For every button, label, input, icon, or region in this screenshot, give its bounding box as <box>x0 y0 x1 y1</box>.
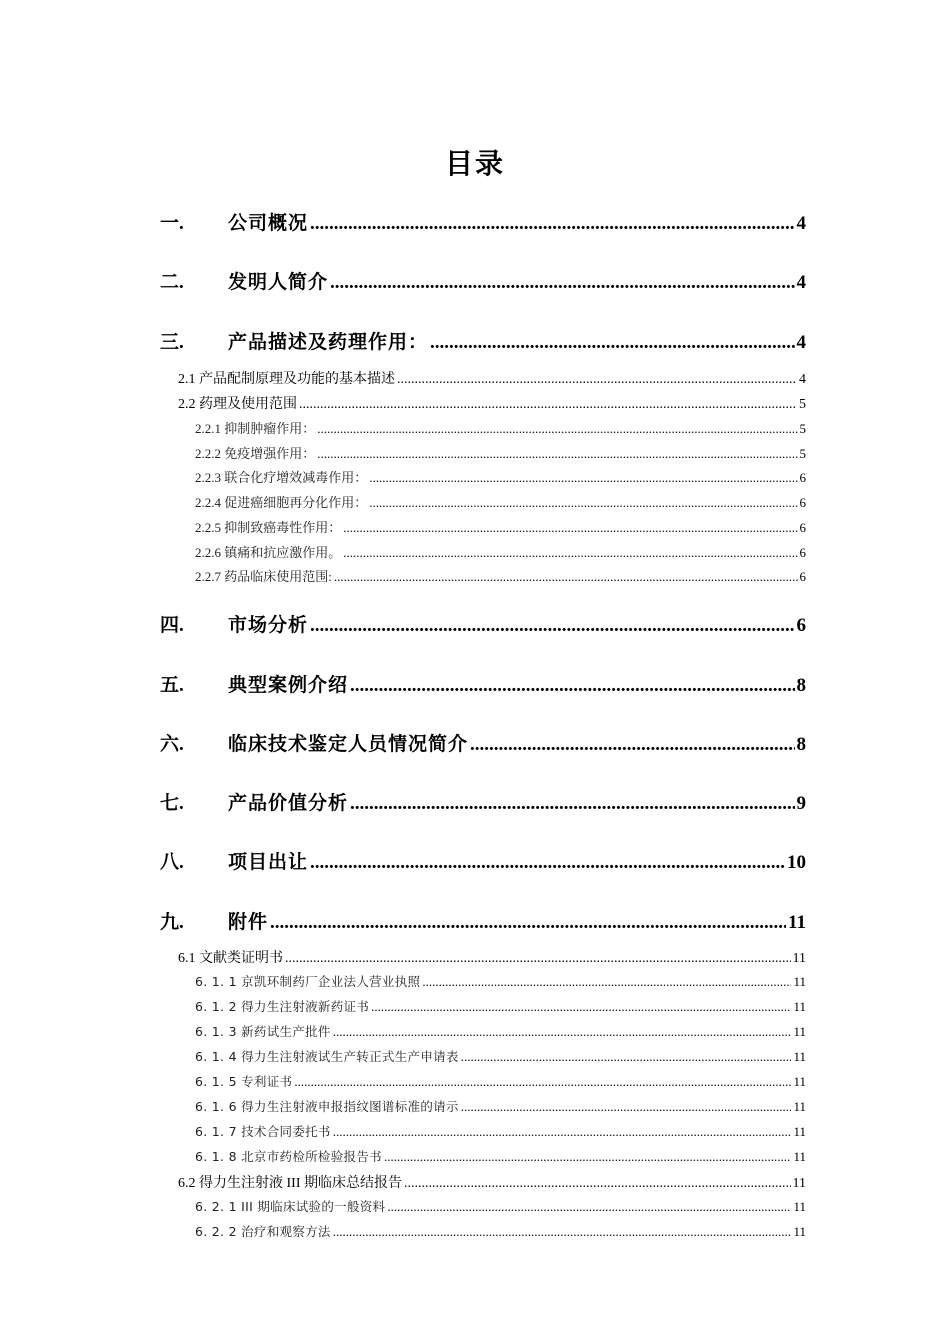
toc-entry-9[interactable] <box>160 907 806 934</box>
toc-page: 5 <box>799 397 806 412</box>
toc-number: 二. <box>160 272 184 293</box>
toc-leader <box>294 1074 791 1090</box>
toc-label: 项目出让 <box>228 852 309 873</box>
toc-entry-3[interactable] <box>160 327 806 354</box>
toc-label: 2.2.7 药品临床使用范围: <box>195 569 332 584</box>
toc-entry-2-2-6[interactable] <box>195 542 806 561</box>
toc-page: 4 <box>796 213 806 234</box>
toc-number: 八. <box>160 852 184 873</box>
toc-page: 11 <box>793 974 806 989</box>
toc-label: 产品描述及药理作用： <box>228 332 429 353</box>
toc-label: 6. 2. 2 治疗和观察方法 <box>195 1224 331 1239</box>
page-title: 目录 <box>444 149 505 180</box>
toc-leader <box>317 446 797 462</box>
toc-page: 6 <box>799 569 806 584</box>
toc-entry-2-2[interactable] <box>178 393 806 413</box>
toc-page: 6 <box>799 495 806 510</box>
toc-label: 6.2 得力生注射液 III 期临床总结报告 <box>178 1176 402 1191</box>
toc-leader <box>343 545 797 561</box>
toc-label: 6. 1. 6 得力生注射液申报指纹图谱标准的请示 <box>195 1099 459 1114</box>
toc-label: 2.2.4 促进癌细胞再分化作用： <box>195 495 368 510</box>
toc-page: 6 <box>799 545 806 560</box>
toc-page: 6 <box>799 520 806 535</box>
toc-label: 6. 1. 3 新药试生产批件 <box>195 1024 331 1039</box>
toc-page: 11 <box>792 951 806 966</box>
toc-page: 11 <box>793 1199 806 1214</box>
toc-leader <box>369 470 797 486</box>
toc-page: 11 <box>793 1099 806 1114</box>
toc-page: 5 <box>799 421 806 436</box>
toc-leader <box>333 1224 792 1240</box>
toc-entry-6-2[interactable] <box>178 1172 806 1192</box>
toc-entry-2[interactable] <box>160 267 806 294</box>
toc-page: 5 <box>799 446 806 461</box>
toc-leader <box>343 520 797 536</box>
toc-page: 11 <box>792 1176 806 1191</box>
toc-label: 发明人简介 <box>228 272 329 293</box>
toc-label: 2.2.6 镇痛和抗应激作用。 <box>195 545 342 560</box>
toc-label: 2.2.2 免疫增强作用： <box>195 446 316 461</box>
toc-entry-6-1-3[interactable] <box>195 1022 806 1040</box>
toc-label: 2.1 产品配制原理及功能的基本描述 <box>178 372 395 387</box>
toc-page: 9 <box>796 793 806 814</box>
toc-leader <box>310 213 794 235</box>
toc-page: 11 <box>793 1224 806 1239</box>
toc-label: 市场分析 <box>228 615 309 636</box>
toc-number: 一. <box>160 213 184 234</box>
toc-entry-5[interactable] <box>160 670 806 697</box>
toc-entry-6-1-2[interactable] <box>195 997 806 1015</box>
toc-entry-1[interactable] <box>160 208 806 235</box>
toc-entry-6-2-2[interactable] <box>195 1222 806 1240</box>
toc-page: 6 <box>796 615 806 636</box>
toc-entry-6-1-7[interactable] <box>195 1122 806 1140</box>
toc-leader <box>333 1124 792 1140</box>
toc-entry-6-1[interactable] <box>178 947 806 967</box>
toc-number: 五. <box>160 675 184 696</box>
toc-label: 典型案例介绍 <box>228 675 349 696</box>
toc-entry-6-1-6[interactable] <box>195 1097 806 1115</box>
toc-leader <box>470 734 794 756</box>
toc-leader <box>350 675 794 697</box>
toc-leader <box>310 852 785 874</box>
toc-leader <box>299 397 797 413</box>
toc-page: 11 <box>793 1024 806 1039</box>
toc-label: 6. 1. 1 京凯环制药厂企业法人营业执照 <box>195 974 421 989</box>
toc-entry-2-2-5[interactable] <box>195 517 806 536</box>
toc-number: 六. <box>160 734 184 755</box>
toc-page: 11 <box>788 912 806 933</box>
toc-entry-2-2-4[interactable] <box>195 492 806 511</box>
toc-leader <box>422 974 791 990</box>
toc-label: 附件 <box>228 912 269 933</box>
toc-label: 2.2.3 联合化疗增效减毒作用： <box>195 470 368 485</box>
toc-entry-6-2-1[interactable] <box>195 1197 806 1215</box>
toc-entry-6-1-8[interactable] <box>195 1147 806 1165</box>
toc-leader <box>461 1099 792 1115</box>
toc-page: 11 <box>793 999 806 1014</box>
toc-number: 七. <box>160 793 184 814</box>
toc-entry-2-2-3[interactable] <box>195 467 806 486</box>
toc-leader <box>285 951 791 967</box>
toc-entry-2-1[interactable] <box>178 368 806 388</box>
toc-entry-7[interactable] <box>160 788 806 815</box>
toc-label: 6. 1. 5 专利证书 <box>195 1074 293 1089</box>
toc-label: 临床技术鉴定人员情况简介 <box>228 734 469 755</box>
toc-page: 8 <box>796 675 806 696</box>
toc-entry-2-2-1[interactable] <box>195 418 806 437</box>
toc-page: 11 <box>793 1124 806 1139</box>
toc-label: 6. 1. 7 技术合同委托书 <box>195 1124 331 1139</box>
toc-number: 三. <box>160 332 184 353</box>
toc-label: 2.2.5 抑制致癌毒性作用： <box>195 520 342 535</box>
toc-leader <box>430 332 794 354</box>
toc-page: 10 <box>787 852 806 873</box>
toc-label: 6. 2. 1 III 期临床试验的一般资料 <box>195 1199 386 1214</box>
toc-leader <box>404 1176 791 1192</box>
toc-label: 6. 1. 8 北京市药检所检验报告书 <box>195 1149 382 1164</box>
toc-entry-6-1-5[interactable] <box>195 1072 806 1090</box>
toc-leader <box>369 495 797 511</box>
toc-leader <box>330 272 794 294</box>
toc-entry-2-2-7[interactable] <box>195 566 806 585</box>
toc-label: 公司概况 <box>228 213 309 234</box>
toc-page: 4 <box>799 372 806 387</box>
toc-label: 2.2 药理及使用范围 <box>178 397 297 412</box>
toc-page: 11 <box>793 1049 806 1064</box>
toc-leader <box>397 372 797 388</box>
toc-leader <box>371 999 791 1015</box>
toc-leader <box>310 615 794 637</box>
toc-label: 6. 1. 4 得力生注射液试生产转正式生产申请表 <box>195 1049 459 1064</box>
toc-leader <box>270 912 786 934</box>
toc-entry-6[interactable] <box>160 729 806 756</box>
toc-leader <box>461 1049 792 1065</box>
toc-number: 四. <box>160 615 184 636</box>
toc-page: 11 <box>793 1074 806 1089</box>
toc-leader <box>333 1024 792 1040</box>
toc-label: 6. 1. 2 得力生注射液新药证书 <box>195 999 370 1014</box>
toc-entry-4[interactable] <box>160 610 806 637</box>
toc-leader <box>350 793 794 815</box>
toc-page: 4 <box>796 272 806 293</box>
toc-number: 九. <box>160 912 184 933</box>
toc-leader <box>317 421 797 437</box>
toc-entry-6-1-1[interactable] <box>195 972 806 990</box>
toc-label: 2.2.1 抑制肿瘤作用： <box>195 421 316 436</box>
toc-label: 产品价值分析 <box>228 793 349 814</box>
toc-page: 6 <box>799 470 806 485</box>
toc-leader <box>387 1199 791 1215</box>
toc-label: 6.1 文献类证明书 <box>178 951 283 966</box>
toc-leader <box>384 1149 792 1165</box>
toc-page: 8 <box>796 734 806 755</box>
toc-leader <box>334 569 798 585</box>
toc-entry-2-2-2[interactable] <box>195 443 806 462</box>
toc-page: 11 <box>793 1149 806 1164</box>
toc-entry-6-1-4[interactable] <box>195 1047 806 1065</box>
toc-page: 4 <box>796 332 806 353</box>
toc-entry-8[interactable] <box>160 847 806 874</box>
